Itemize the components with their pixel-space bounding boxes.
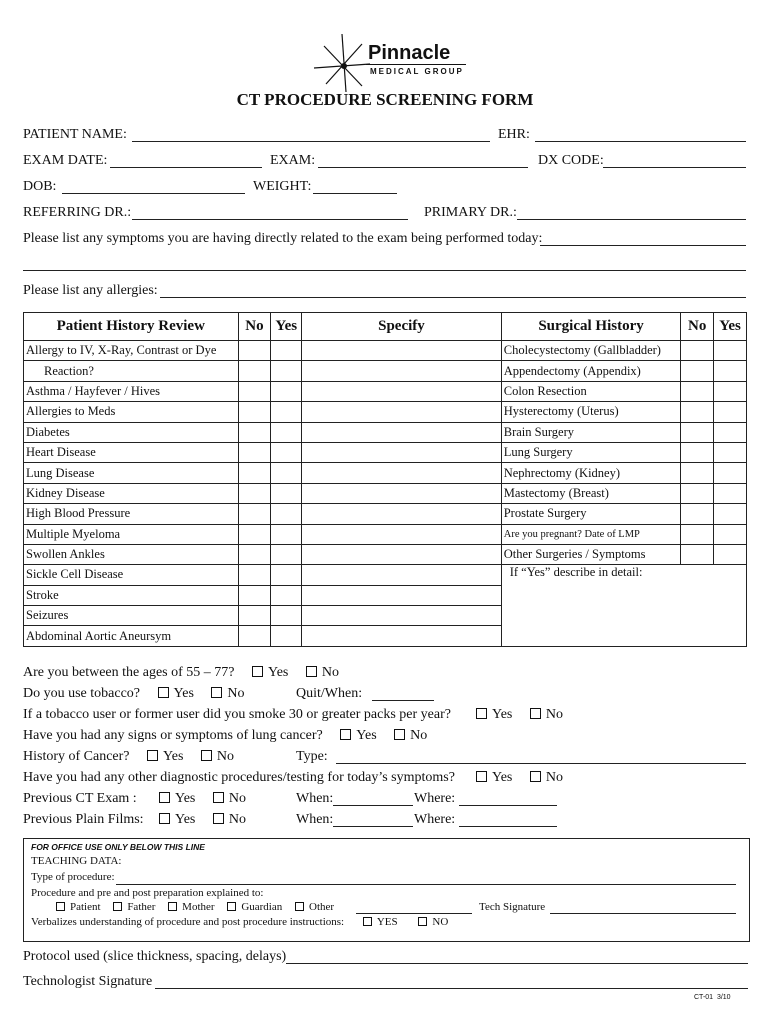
- describe-detail-label: If “Yes” describe in detail:: [509, 565, 643, 580]
- yes-box[interactable]: [714, 483, 747, 503]
- surgical-row-label: Lung Surgery: [501, 442, 681, 462]
- allergies-label: Please list any allergies:: [23, 283, 158, 298]
- patient-name-field[interactable]: [132, 141, 490, 142]
- table-row: [24, 442, 747, 462]
- no-box[interactable]: [238, 626, 271, 646]
- form-code: CT-01 3/10: [694, 994, 731, 1001]
- col-patient-history: Patient History Review: [24, 313, 239, 341]
- tech-signature-label: Tech Signature: [479, 901, 546, 913]
- yes-label: Yes: [267, 665, 289, 680]
- no-box[interactable]: [238, 361, 271, 381]
- question-tobacco: Do you use tobacco?: [23, 686, 141, 701]
- specify-field[interactable]: [302, 504, 502, 524]
- weight-label: WEIGHT:: [253, 179, 312, 194]
- yes-box[interactable]: [271, 544, 302, 564]
- plain-where-label: Where:: [414, 812, 456, 827]
- question-diagnostic: Have you had any other diagnostic procedures/testing for today’s symptoms?: [23, 770, 455, 785]
- patient-row-label: Stroke: [24, 585, 239, 605]
- explained-to-label: Procedure and pre and post preparation explained to:: [31, 887, 264, 899]
- exam-field[interactable]: [318, 167, 528, 168]
- table-row: [24, 381, 747, 401]
- protocol-field[interactable]: [286, 963, 748, 964]
- dob-field[interactable]: [62, 193, 245, 194]
- surgical-row-label: Hysterectomy (Uterus): [501, 402, 681, 422]
- prev-ct-where-label: Where:: [414, 791, 456, 806]
- yes-box[interactable]: [271, 504, 302, 524]
- plain-when-field[interactable]: [333, 826, 413, 827]
- father-label: Father: [127, 901, 156, 913]
- patient-row-label: Multiple Myeloma: [24, 524, 239, 544]
- prev-ct-no-checkbox[interactable]: [213, 791, 246, 807]
- yes-box[interactable]: [271, 565, 302, 585]
- table-row: [24, 361, 747, 381]
- yes-box[interactable]: [271, 422, 302, 442]
- verbal-yes-checkbox[interactable]: [363, 916, 398, 928]
- specify-field[interactable]: [302, 442, 502, 462]
- no-box[interactable]: [238, 463, 271, 483]
- lung-yes-checkbox[interactable]: [340, 728, 376, 744]
- type-procedure-label: Type of procedure:: [31, 871, 115, 883]
- specify-field[interactable]: [302, 361, 502, 381]
- question-lung: Have you had any signs or symptoms of lung cancer?: [23, 728, 323, 743]
- no-box[interactable]: [238, 483, 271, 503]
- dx-code-label: DX CODE:: [538, 153, 604, 168]
- specify-field[interactable]: [302, 341, 502, 361]
- specify-field[interactable]: [302, 463, 502, 483]
- prev-ct-yes-checkbox[interactable]: [159, 791, 195, 806]
- patient-row-label: Swollen Ankles: [24, 544, 239, 564]
- ehr-field[interactable]: [535, 141, 746, 142]
- surgical-row-label: Prostate Surgery: [501, 504, 681, 524]
- patient-row-label: Heart Disease: [24, 442, 239, 462]
- surgical-row-label: Are you pregnant? Date of LMP: [501, 524, 681, 544]
- prev-ct-when-field[interactable]: [333, 805, 413, 806]
- table-row: [24, 565, 747, 585]
- patient-row-label: Asthma / Hayfever / Hives: [24, 381, 239, 401]
- prev-ct-when-label: When:: [296, 791, 334, 806]
- type-label: Type:: [296, 749, 328, 764]
- specify-field[interactable]: [302, 483, 502, 503]
- specify-field[interactable]: [302, 544, 502, 564]
- patient-row-label: Diabetes: [24, 422, 239, 442]
- question-plain-films: Previous Plain Films:: [23, 812, 144, 827]
- yes-label: Yes: [356, 728, 377, 743]
- referring-dr-field[interactable]: [132, 219, 408, 220]
- other-label: Other: [309, 901, 335, 913]
- question-age: Are you between the ages of 55 – 77?: [23, 665, 235, 680]
- yes-box[interactable]: [271, 606, 302, 626]
- yes-box[interactable]: [271, 626, 302, 646]
- no-label: No: [545, 707, 563, 722]
- protocol-label: Protocol used (slice thickness, spacing, delays): [23, 949, 287, 964]
- yes-box[interactable]: [714, 504, 747, 524]
- col-no: No: [238, 313, 271, 341]
- patient-row-label: Kidney Disease: [24, 483, 239, 503]
- other-field[interactable]: [356, 913, 472, 914]
- type-procedure-field[interactable]: [116, 884, 736, 885]
- no-box[interactable]: [238, 585, 271, 605]
- yes-box[interactable]: [271, 361, 302, 381]
- no-box[interactable]: [238, 402, 271, 422]
- patient-row-label: Allergy to IV, X-Ray, Contrast or Dye: [24, 341, 239, 361]
- cancer-no-checkbox[interactable]: [201, 749, 234, 765]
- no-box[interactable]: [681, 341, 714, 361]
- logo-name: Pinnacle: [368, 42, 451, 64]
- no-label: No: [228, 791, 246, 806]
- yes-box[interactable]: [271, 524, 302, 544]
- col-surgical-no: No: [681, 313, 714, 341]
- yes-label: Yes: [173, 686, 194, 701]
- primary-dr-label: PRIMARY DR.:: [424, 205, 517, 220]
- dx-code-field[interactable]: [603, 167, 746, 168]
- yes-box[interactable]: [271, 463, 302, 483]
- yes-label: Yes: [492, 770, 513, 785]
- mother-checkbox[interactable]: [168, 901, 214, 913]
- table-row: [24, 504, 747, 524]
- surgical-row-label: Mastectomy (Breast): [501, 483, 681, 503]
- primary-dr-field[interactable]: [517, 219, 746, 220]
- other-checkbox[interactable]: [295, 901, 334, 913]
- packs-yes-checkbox[interactable]: [476, 707, 512, 722]
- no-box[interactable]: [238, 341, 271, 361]
- question-prev-ct: Previous CT Exam :: [23, 791, 137, 806]
- yes-box[interactable]: [714, 544, 747, 564]
- exam-date-label: EXAM DATE:: [23, 153, 108, 168]
- plain-when-label: When:: [296, 812, 334, 827]
- plain-where-field[interactable]: [459, 826, 557, 827]
- patient-name-label: PATIENT NAME:: [23, 127, 127, 142]
- no-box[interactable]: [681, 381, 714, 401]
- yes-box[interactable]: [714, 463, 747, 483]
- yes-box[interactable]: [714, 341, 747, 361]
- office-use-box: [23, 838, 750, 942]
- surgical-row-label: Nephrectomy (Kidney): [501, 463, 681, 483]
- teaching-data-label: TEACHING DATA:: [31, 855, 122, 867]
- patient-row-label: Abdominal Aortic Aneursym: [24, 626, 239, 646]
- patient-row-label: Sickle Cell Disease: [24, 565, 239, 585]
- tobacco-no-checkbox[interactable]: [211, 686, 244, 702]
- tobacco-yes-checkbox[interactable]: [158, 686, 194, 702]
- col-specify: Specify: [302, 313, 502, 341]
- no-box[interactable]: [681, 544, 714, 564]
- specify-field[interactable]: [302, 402, 502, 422]
- dob-label: DOB:: [23, 179, 57, 194]
- symptoms-label: Please list any symptoms you are having directly related to the exam being performed today:: [23, 231, 543, 246]
- diag-no-checkbox[interactable]: [530, 770, 563, 786]
- quit-when-label: Quit/When:: [296, 686, 363, 701]
- patient-checkbox[interactable]: [56, 901, 101, 913]
- yes-box[interactable]: [271, 442, 302, 462]
- no-label: No: [216, 749, 235, 764]
- specify-field[interactable]: [302, 626, 502, 646]
- yes-box[interactable]: [714, 422, 747, 442]
- no-box[interactable]: [238, 381, 271, 401]
- exam-date-field[interactable]: [110, 167, 262, 168]
- prev-ct-where-field[interactable]: [459, 805, 557, 806]
- table-row: [24, 402, 747, 422]
- plain-yes-checkbox[interactable]: [159, 812, 195, 827]
- question-packs: If a tobacco user or former user did you smoke 30 or greater packs per year?: [23, 707, 451, 722]
- yes-box[interactable]: [714, 361, 747, 381]
- logo-rule: [366, 64, 466, 65]
- cancer-type-field[interactable]: [336, 763, 746, 764]
- specify-field[interactable]: [302, 524, 502, 544]
- guardian-checkbox[interactable]: [227, 901, 282, 913]
- age-no-checkbox[interactable]: [306, 665, 339, 681]
- history-table: [23, 312, 747, 647]
- patient-label: Patient: [70, 901, 101, 913]
- patient-row-label: High Blood Pressure: [24, 504, 239, 524]
- yes-box[interactable]: [271, 402, 302, 422]
- logo: [312, 34, 472, 90]
- table-row: [24, 422, 747, 442]
- plain-no-checkbox[interactable]: [213, 812, 246, 828]
- patient-row-label: Reaction?: [24, 361, 239, 381]
- col-yes: Yes: [271, 313, 302, 341]
- quit-when-field[interactable]: [372, 700, 434, 701]
- no-label: No: [321, 665, 339, 680]
- tech-signature-field[interactable]: [550, 913, 736, 914]
- star-burst-icon: [312, 34, 372, 94]
- no-box[interactable]: [681, 504, 714, 524]
- no-label: No: [410, 728, 428, 743]
- patient-row-label: Lung Disease: [24, 463, 239, 483]
- specify-field[interactable]: [302, 606, 502, 626]
- no-box[interactable]: [238, 504, 271, 524]
- surgical-row-label: Colon Resection: [501, 381, 681, 401]
- yes-box[interactable]: [714, 524, 747, 544]
- no-box[interactable]: [681, 422, 714, 442]
- guardian-label: Guardian: [241, 901, 283, 913]
- weight-field[interactable]: [313, 193, 397, 194]
- surgical-row-label: Cholecystectomy (Gallbladder): [501, 341, 681, 361]
- packs-no-checkbox[interactable]: [530, 707, 563, 723]
- yes-box[interactable]: [271, 585, 302, 605]
- yes-box[interactable]: [271, 341, 302, 361]
- exam-label: EXAM:: [270, 153, 316, 168]
- no-box[interactable]: [238, 524, 271, 544]
- yes-box[interactable]: [714, 442, 747, 462]
- patient-row-label: Allergies to Meds: [24, 402, 239, 422]
- age-yes-checkbox[interactable]: [252, 665, 288, 681]
- no-label: No: [228, 812, 246, 827]
- surgical-row-label: Brain Surgery: [501, 422, 681, 442]
- symptoms-field-line2[interactable]: [23, 270, 746, 271]
- yes-box[interactable]: [714, 402, 747, 422]
- no-label: No: [227, 686, 245, 701]
- no-box[interactable]: [238, 606, 271, 626]
- no-box[interactable]: [238, 422, 271, 442]
- table-row: [24, 463, 747, 483]
- specify-field[interactable]: [302, 565, 502, 585]
- specify-field[interactable]: [302, 381, 502, 401]
- no-label: No: [545, 770, 563, 785]
- verbalizes-label: Verbalizes understanding of procedure and post procedure instructions:: [31, 916, 345, 928]
- table-row: [24, 524, 747, 544]
- specify-field[interactable]: [302, 422, 502, 442]
- yes-label: Yes: [175, 791, 196, 806]
- technologist-signature-label: Technologist Signature: [23, 974, 153, 989]
- page-title: CT PROCEDURE SCREENING FORM: [236, 90, 534, 109]
- yes-box[interactable]: [714, 381, 747, 401]
- yes-label: Yes: [492, 707, 513, 722]
- technologist-signature-field[interactable]: [155, 988, 748, 989]
- no-box[interactable]: [681, 361, 714, 381]
- surgical-row-label: Other Surgeries / Symptoms: [501, 544, 681, 564]
- yes-box[interactable]: [271, 381, 302, 401]
- no-caps-label: NO: [432, 916, 449, 928]
- office-use-heading: FOR OFFICE USE ONLY BELOW THIS LINE: [31, 842, 205, 852]
- yes-caps-label: YES: [376, 916, 398, 928]
- no-box[interactable]: [238, 442, 271, 462]
- specify-field[interactable]: [302, 585, 502, 605]
- allergies-field[interactable]: [160, 297, 746, 298]
- father-checkbox[interactable]: [113, 901, 155, 913]
- logo-sub: MEDICAL GROUP: [370, 67, 464, 76]
- no-box[interactable]: [681, 483, 714, 503]
- no-box[interactable]: [238, 565, 271, 585]
- yes-box[interactable]: [271, 483, 302, 503]
- yes-label: Yes: [175, 812, 196, 827]
- col-surgical-yes: Yes: [714, 313, 747, 341]
- table-row: [24, 483, 747, 503]
- table-row: [24, 544, 747, 564]
- diag-yes-checkbox[interactable]: [476, 770, 512, 785]
- no-box[interactable]: [681, 524, 714, 544]
- surgical-row-label: Appendectomy (Appendix): [501, 361, 681, 381]
- yes-label: Yes: [163, 749, 184, 764]
- cancer-yes-checkbox[interactable]: [147, 749, 183, 765]
- ehr-label: EHR:: [498, 127, 530, 142]
- table-row: [24, 341, 747, 361]
- no-box[interactable]: [238, 544, 271, 564]
- symptoms-field[interactable]: [540, 245, 746, 246]
- question-cancer: History of Cancer?: [23, 749, 130, 764]
- referring-dr-label: REFERRING DR.:: [23, 205, 132, 220]
- col-surgical-history: Surgical History: [501, 313, 681, 341]
- no-box[interactable]: [681, 463, 714, 483]
- patient-row-label: Seizures: [24, 606, 239, 626]
- verbal-no-checkbox[interactable]: [418, 916, 448, 928]
- no-box[interactable]: [681, 402, 714, 422]
- no-box[interactable]: [681, 442, 714, 462]
- lung-no-checkbox[interactable]: [394, 728, 427, 744]
- describe-detail-field[interactable]: [501, 565, 746, 647]
- mother-label: Mother: [182, 901, 215, 913]
